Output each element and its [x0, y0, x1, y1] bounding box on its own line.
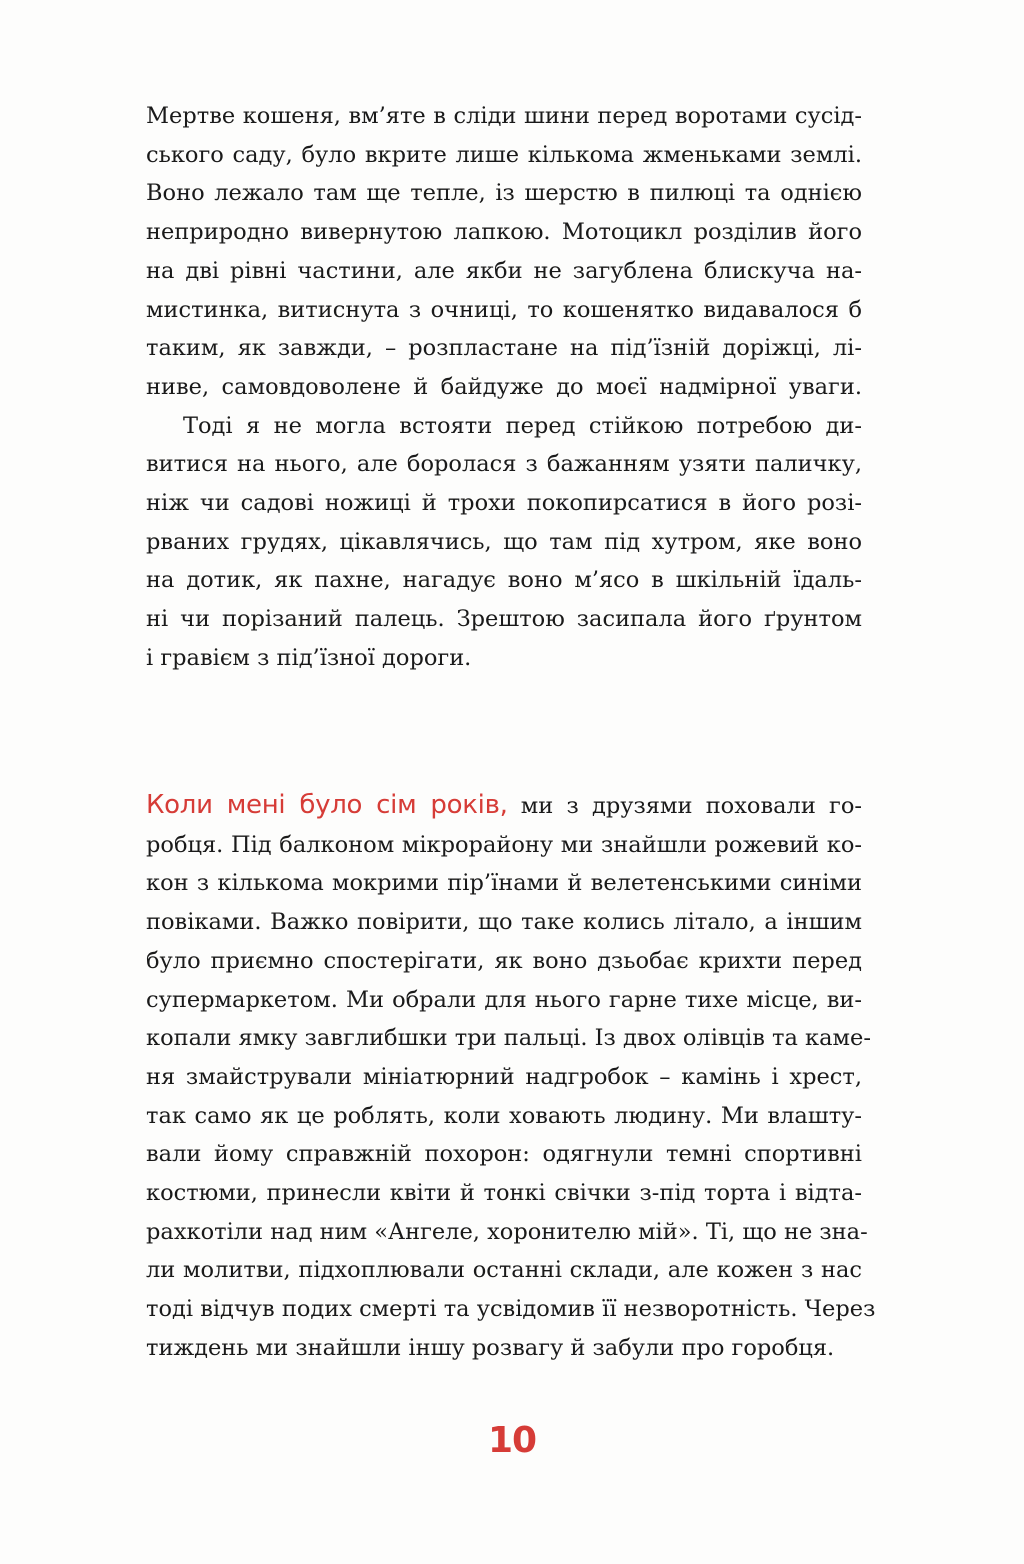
- text-line: тоді відчув подих смерті та усвідомив її незворотність. Через: [146, 1296, 876, 1323]
- text-line: ня змайстрували мініатюрний надгробок – камінь і хрест,: [146, 1063, 862, 1090]
- text-line: костюми, принесли квіти й тонкі свічки з-під торта і відта-: [146, 1180, 862, 1207]
- text-line: Мертве кошеня, вм’яте в сліди шини перед воротами сусід-: [146, 103, 862, 129]
- text-line: рваних грудях, цікавлячись, що там під хутром, яке воно: [146, 528, 862, 555]
- section-lead: Коли мені було сім років,: [146, 790, 508, 820]
- text-line: ніж чи садові ножиці й трохи покопирсатися в його розі-: [146, 490, 862, 517]
- text-line-rest: ми з друзями поховали го-: [520, 793, 862, 819]
- text-block-kitten: [146, 97, 862, 678]
- text-line: на дві рівні частини, але якби не загублена блискуча на-: [146, 257, 862, 284]
- text-line: супермаркетом. Ми обрали для нього гарне тихе місце, ви-: [146, 986, 862, 1013]
- text-line: мистинка, витиснута з очниці, то кошенятко видавалося б: [146, 296, 862, 323]
- text-line: ні чи порізаний палець. Зрештою засипала його ґрунтом: [146, 606, 862, 633]
- section-first-line: [146, 786, 862, 826]
- text-line: ниве, самовдоволене й байдуже до моєї надмірної уваги.: [146, 373, 862, 400]
- text-line: робця. Під балконом мікрорайону ми знайшли рожевий ко-: [146, 831, 862, 858]
- text-line: і гравієм з під’їзної дороги.: [146, 644, 472, 671]
- text-line: кон з кількома мокрими пір’їнами й велетенськими синіми: [146, 870, 862, 897]
- text-line: Тоді я не могла встояти перед стійкою потребою ди-: [183, 412, 862, 439]
- text-line: було приємно спостерігати, як воно дзьобає крихти перед: [146, 947, 862, 974]
- paragraph-curiosity: [146, 407, 862, 678]
- text-line: таким, як завжди, – розпластане на під’їзній доріжці, лі-: [146, 335, 862, 362]
- text-line: ли молитви, підхоплювали останні склади, але кожен з нас: [146, 1257, 862, 1284]
- text-line: Воно лежало там ще тепле, із шерстю в пилюці та однією: [146, 180, 862, 207]
- text-line: повіками. Важко повірити, що таке колись літало, а іншим: [146, 909, 862, 936]
- text-line: копали ямку завглибшки три пальці. Із двох олівців та каме-: [146, 1025, 871, 1052]
- text-line: рахкотіли над ним «Ангеле, хоронителю мій». Ті, що не зна-: [146, 1218, 868, 1245]
- text-line: витися на нього, але боролася з бажанням узяти паличку,: [146, 451, 862, 478]
- text-line: вали йому справжній похорон: одягнули темні спортивні: [146, 1141, 862, 1168]
- text-line: так само як це роблять, коли ховають людину. Ми влашту-: [146, 1102, 862, 1129]
- text-block-sparrow: [146, 786, 876, 1368]
- text-line: неприродно вивернутою лапкою. Мотоцикл розділив його: [146, 219, 862, 246]
- text-line: на дотик, як пахне, нагадує воно м’ясо в шкільній їдаль-: [146, 567, 862, 594]
- text-line: ського саду, було вкрите лише кількома жменьками землі.: [146, 141, 862, 168]
- page-number: 10: [487, 1420, 537, 1461]
- text-line: тиждень ми знайшли іншу розвагу й забули про горобця.: [146, 1334, 835, 1361]
- paragraph-kitten: [146, 97, 862, 407]
